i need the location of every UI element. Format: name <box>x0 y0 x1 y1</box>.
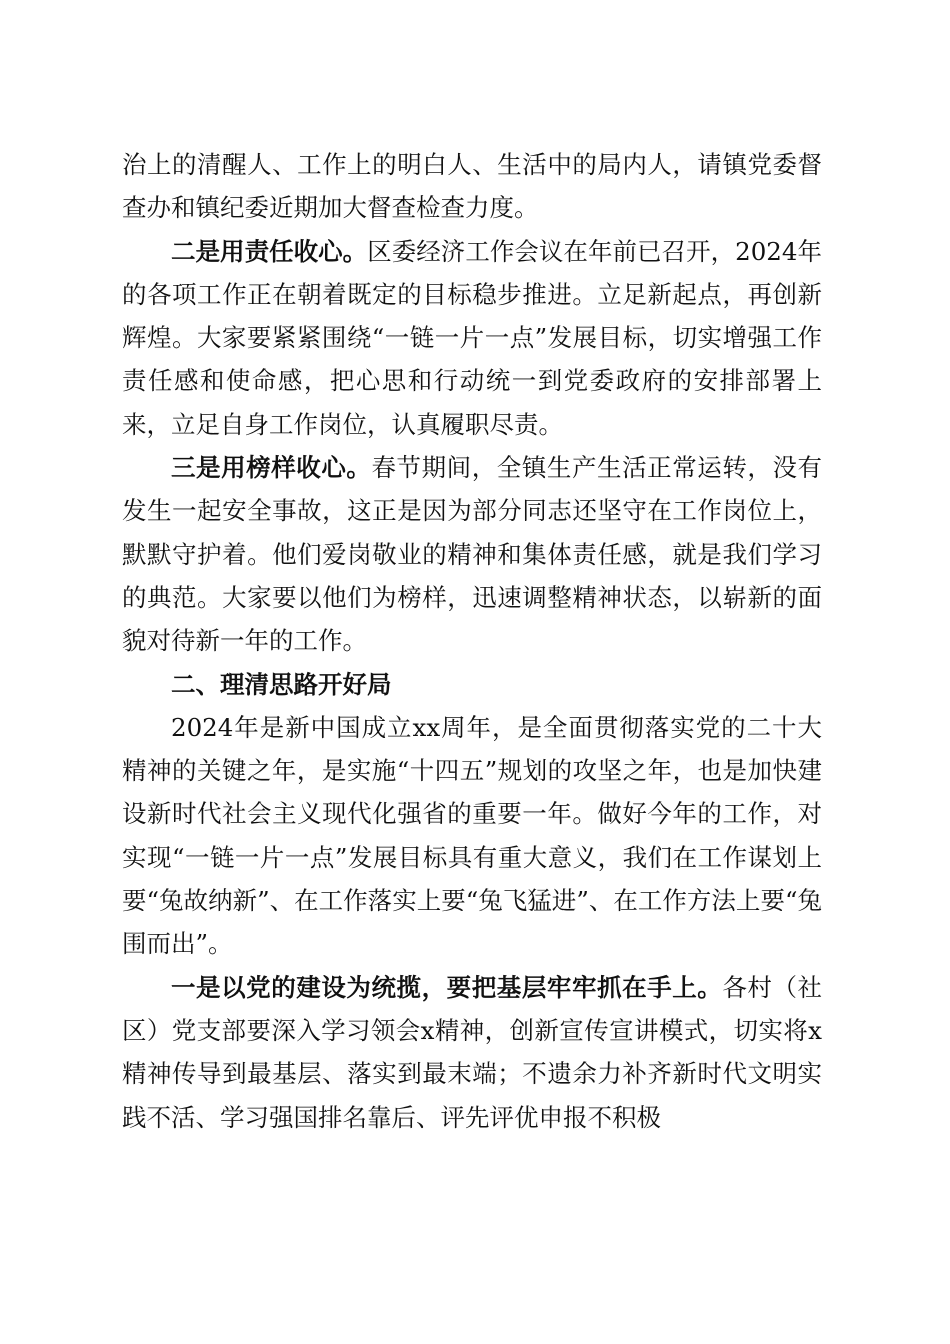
paragraph-lead: 一是以党的建设为统揽，要把基层牢牢抓在手上。 <box>171 972 723 1002</box>
paragraph-responsibility <box>122 230 822 446</box>
document-body <box>122 143 822 1139</box>
paragraph-role-model <box>122 446 822 662</box>
paragraph-text: 区委经济工作会议在年前已召开，2024年的各项工作正在朝着既定的目标稳步推进。立足新起点，再创新辉煌。大家要紧紧围绕“一链一片一点”发展目标，切实增强工作责任感和使命感，把心思和行动统一到党委政府的安排部署上来，立足自身工作岗位，认真履职尽责。 <box>122 236 822 439</box>
paragraph-party-building <box>122 966 822 1139</box>
paragraph-text: 治上的清醒人、工作上的明白人、生活中的局内人，请镇党委督查办和镇纪委近期加大督查检查力度。 <box>122 150 822 223</box>
section-heading: 二、理清思路开好局 <box>171 669 392 699</box>
paragraph-text: 各村（社区）党支部要深入学习领会x精神，创新宣传宣讲模式，切实将x精神传导到最基层、落实到最末端；不遗余力补齐新时代文明实践不活、学习强国排名靠后、评先评优申报不积极 <box>122 972 823 1132</box>
paragraph-continuation <box>122 143 822 230</box>
paragraph-text: 2024年是新中国成立xx周年，是全面贯彻落实党的二十大精神的关键之年，是实施“十四五”规划的攻坚之年，也是加快建设新时代社会主义现代化强省的重要一年。做好今年的工作，对实现“一链一片一点”发展目标具有重大意义，我们在工作谋划上要“兔故纳新”、在工作落实上要“兔飞猛进”、在工作方法上要“兔围而出”。 <box>122 712 822 959</box>
paragraph-text: 春节期间，全镇生产生活正常运转，没有发生一起安全事故，这正是因为部分同志还坚守在工作岗位上，默默守护着。他们爱岗敬业的精神和集体责任感，就是我们学习的典范。大家要以他们为榜样，迅速调整精神状态，以崭新的面貌对待新一年的工作。 <box>122 453 823 656</box>
paragraph-lead: 二是用责任收心。 <box>171 236 368 266</box>
paragraph-year-overview <box>122 706 822 966</box>
paragraph-lead: 三是用榜样收心。 <box>171 453 372 483</box>
